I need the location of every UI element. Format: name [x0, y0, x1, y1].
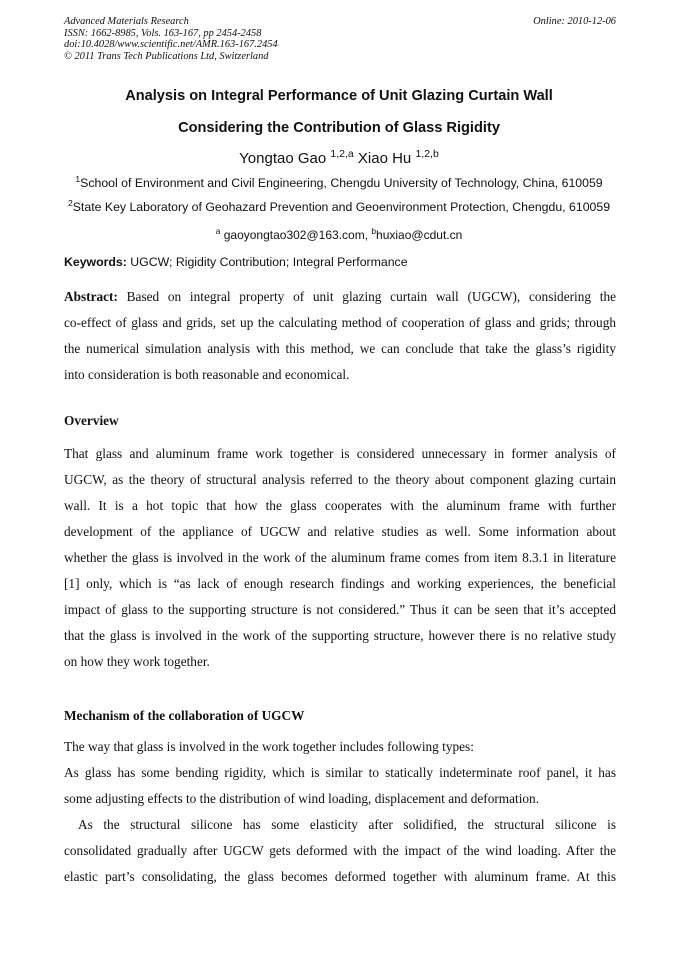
journal-name: Advanced Materials Research	[64, 16, 189, 27]
author-affiliation-marker: 1,2,b	[415, 148, 439, 160]
affiliation-2	[0, 197, 678, 214]
paragraph-line: that the glass is involved in the work of the supporting structure, however there is no relative study	[64, 628, 616, 643]
abstract-label: Abstract:	[64, 289, 118, 304]
abstract-line: Abstract: Based on integral property of unit glazing curtain wall (UGCW), considering the	[64, 289, 617, 304]
paper-title-line-1: Analysis on Integral Performance of Unit Glazing Curtain Wall	[125, 88, 553, 104]
paragraph-line: consolidated gradually after UGCW gets deformed with the impact of the wind loading. After the	[64, 843, 616, 858]
keywords	[64, 255, 408, 269]
paragraph-line: on how they work together.	[64, 654, 210, 669]
affiliation-marker: 1	[75, 173, 81, 184]
mechanism-paragraphs	[64, 734, 616, 890]
author-list	[0, 150, 678, 167]
abstract-line: co-effect of glass and grids, set up the calculating method of cooperation of glass and grids; through	[64, 315, 616, 330]
paper-title-line-2: Considering the Contribution of Glass Rigidity	[178, 120, 500, 136]
overview-paragraph	[64, 441, 616, 675]
copyright-line: © 2011 Trans Tech Publications Ltd, Switzerland	[64, 50, 269, 62]
affiliation-text: State Key Laboratory of Geohazard Prevention and Geoenvironment Protection, Chengdu, 610059	[72, 200, 611, 214]
author-emails	[0, 228, 678, 242]
affiliation-marker: 2	[67, 197, 73, 208]
issn-line: ISSN: 1662-8985, Vols. 163-167, pp 2454-2458	[64, 27, 262, 39]
paragraph-line: The way that glass is involved in the work together includes following types:	[64, 739, 474, 754]
paragraph-line: [1] only, which is “as lack of enough research findings and working experiences, the beneficial	[64, 576, 616, 591]
email-address: huxiao@cdut.cn	[376, 228, 463, 242]
keywords-text: UGCW; Rigidity Contribution; Integral Performance	[130, 255, 408, 269]
abstract-line: into consideration is both reasonable and economical.	[64, 367, 350, 382]
paragraph-line: impact of glass to the supporting structure is not considered.” Thus it can be seen that it’s accepted	[64, 602, 616, 617]
paragraph-line: As the structural silicone has some elasticity after solidified, the structural silicone is	[78, 817, 616, 832]
online-date: Online: 2010-12-06	[533, 16, 616, 27]
paragraph-line: elastic part’s consolidating, the glass becomes deformed together with aluminum frame. At this	[64, 869, 616, 884]
paragraph-line: whether the glass is involved in the work of the aluminum frame comes from item 8.3.1 in literature	[64, 550, 616, 565]
abstract-line: the numerical simulation analysis with this method, we can conclude that take the glass’s rigidity	[64, 341, 616, 356]
paragraph-line: some adjusting effects to the distribution of wind loading, displacement and deformation.	[64, 791, 540, 806]
affiliation-text: School of Environment and Civil Engineering, Chengdu University of Technology, China, 610059	[80, 176, 603, 190]
paragraph-line: development of the appliance of UGCW and relative studies as well. Some information about	[64, 524, 616, 539]
paragraph-line: That glass and aluminum frame work together is considered unnecessary in former analysis of	[64, 446, 616, 461]
journal-header	[64, 16, 616, 62]
affiliation-1	[0, 173, 678, 190]
paragraph-line: As glass has some bending rigidity, which is similar to statically indeterminate roof panel, it has	[64, 765, 616, 780]
doi-line: doi:10.4028/www.scientific.net/AMR.163-167.2454	[64, 39, 278, 51]
abstract	[64, 284, 616, 388]
section-heading-mechanism: Mechanism of the collaboration of UGCW	[64, 708, 305, 723]
email-marker: a	[215, 226, 221, 236]
author-name: Yongtao Gao	[239, 150, 327, 167]
section-heading-overview: Overview	[64, 413, 119, 428]
email-marker: b	[371, 226, 377, 236]
author-affiliation-marker: 1,2,a	[330, 148, 354, 160]
author-name: Xiao Hu	[357, 150, 412, 167]
paragraph-line: wall. It is a hot topic that how the glass cooperates with the aluminum frame with further	[64, 498, 616, 513]
paragraph-line: UGCW, as the theory of structural analysis referred to the theory about component glazing curtain	[64, 472, 616, 487]
email-address: gaoyongtao302@163.com,	[223, 228, 369, 242]
keywords-label: Keywords:	[64, 255, 127, 269]
